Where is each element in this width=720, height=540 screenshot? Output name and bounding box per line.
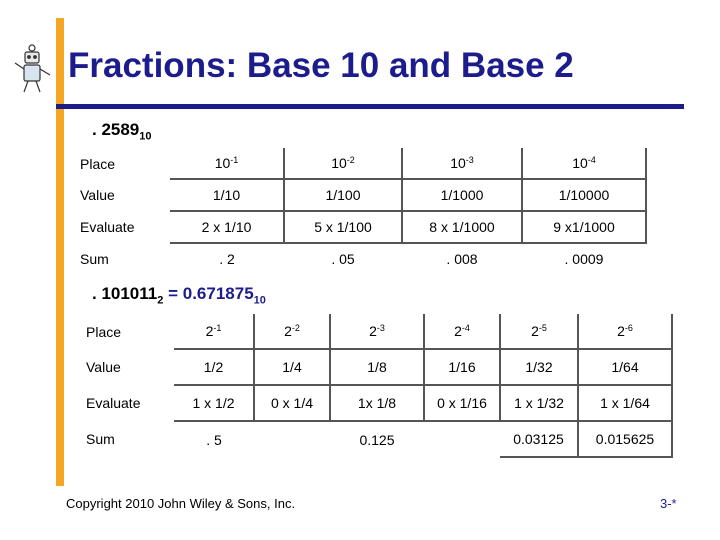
table-cell: $10^{-2}$ xyxy=(284,148,402,179)
table-cell: 2 x 1/10 xyxy=(170,211,284,243)
decimal-number xyxy=(92,120,152,142)
row-header: Place xyxy=(80,155,116,172)
copyright-footer: Copyright 2010 John Wiley & Sons, Inc. xyxy=(66,496,296,511)
table-cell: . 5 xyxy=(206,431,222,448)
table-cell xyxy=(254,421,330,457)
table-cell: 1 x 1/32 xyxy=(500,385,578,421)
table-row xyxy=(78,148,646,179)
robot-mascot-icon xyxy=(10,42,54,94)
table-cell: $2^{-5}$ xyxy=(500,314,578,349)
table-cell: . 008 xyxy=(446,251,478,267)
base2-table xyxy=(84,314,673,458)
decimal-value: . 2589 xyxy=(92,120,140,139)
table-cell: 0.015625 xyxy=(578,421,672,457)
table-cell: 1/10000 xyxy=(522,179,646,211)
row-header: Place xyxy=(86,323,122,340)
table-cell: 1/32 xyxy=(500,349,578,385)
table-cell: $2^{-1}$ xyxy=(174,314,254,349)
table-row xyxy=(78,211,646,243)
table-cell: $2^{-2}$ xyxy=(254,314,330,349)
table-row xyxy=(78,243,646,274)
table-cell: 1/100 xyxy=(284,179,402,211)
row-header: Sum xyxy=(80,250,109,267)
row-header: Value xyxy=(80,187,115,203)
table-cell: . 05 xyxy=(331,251,355,267)
accent-bar-vertical xyxy=(56,18,64,486)
table-cell: 1/8 xyxy=(330,349,424,385)
row-header: Evaluate xyxy=(80,219,135,235)
table-cell: 1 x 1/64 xyxy=(578,385,672,421)
table-cell: 0.03125 xyxy=(500,421,578,457)
table-cell xyxy=(424,421,500,457)
binary-number xyxy=(92,284,266,306)
table-cell: $2^{-6}$ xyxy=(578,314,672,349)
table-cell: . 0009 xyxy=(564,251,604,267)
table-row xyxy=(84,421,672,457)
accent-bar-horizontal xyxy=(56,104,684,109)
decimal-base: 10 xyxy=(139,130,152,143)
table-row xyxy=(78,179,646,211)
table-cell: 1/4 xyxy=(254,349,330,385)
table-cell: $2^{-4}$ xyxy=(424,314,500,349)
table-cell: $10^{-3}$ xyxy=(402,148,522,179)
table-row xyxy=(84,314,672,349)
table-cell: 9 x1/1000 xyxy=(522,211,646,243)
binary-base: 2 xyxy=(157,294,164,307)
page-number: 3-* xyxy=(660,496,677,511)
table-cell: $10^{-1}$ xyxy=(170,148,284,179)
row-header: Evaluate xyxy=(86,395,141,411)
base10-table xyxy=(78,148,647,274)
page-title: Fractions: Base 10 and Base 2 xyxy=(68,46,574,85)
result-base: 10 xyxy=(253,294,266,307)
table-cell: 1x 1/8 xyxy=(330,385,424,421)
row-header: Sum xyxy=(86,431,115,447)
table-cell: 0 x 1/4 xyxy=(254,385,330,421)
table-cell: 5 x 1/100 xyxy=(284,211,402,243)
table-cell: 0 x 1/16 xyxy=(424,385,500,421)
table-cell: 1/2 xyxy=(174,349,254,385)
table-cell: 1/64 xyxy=(578,349,672,385)
binary-equals: = 0.671875 xyxy=(163,284,254,303)
table-cell: 8 x 1/1000 xyxy=(402,211,522,243)
table-cell: $10^{-4}$ xyxy=(522,148,646,179)
table-cell: . 2 xyxy=(219,251,235,267)
table-cell: 1 x 1/2 xyxy=(174,385,254,421)
table-cell: $2^{-3}$ xyxy=(330,314,424,349)
table-cell: 0.125 xyxy=(359,431,395,448)
table-cell: 1/16 xyxy=(424,349,500,385)
table-row xyxy=(84,385,672,421)
table-row xyxy=(84,349,672,385)
table-cell: 1/1000 xyxy=(402,179,522,211)
table-cell: 1/10 xyxy=(170,179,284,211)
row-header: Value xyxy=(86,359,121,375)
binary-value: . 101011 xyxy=(92,284,158,303)
